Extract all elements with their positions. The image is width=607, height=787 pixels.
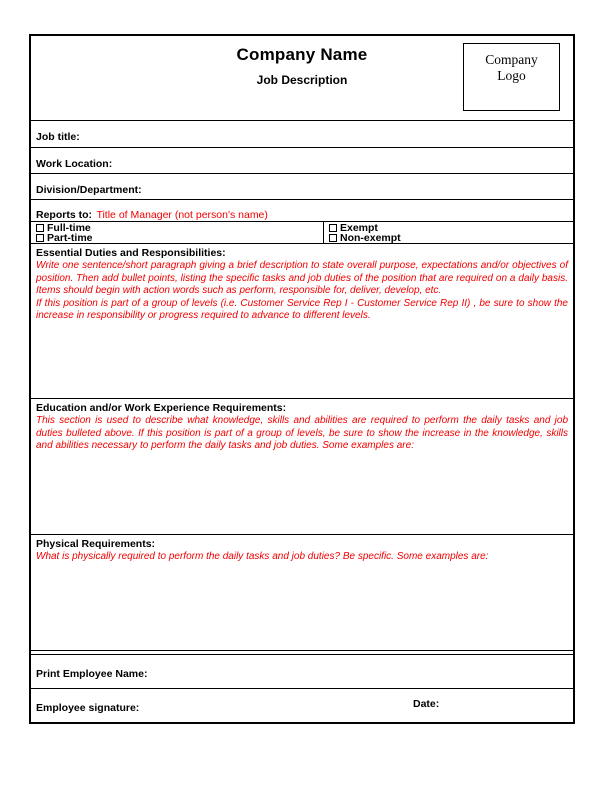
education-experience-instructions: This section is used to describe what knowledge, skills and abilities are required to perform the daily tasks and job duties bulleted above. If this position is part of a group of levels, be sure to show the increase in the knowledge, skills and abilities necessary to perform the daily tasks and job duties. Some examples are:	[36, 415, 568, 451]
essential-duties-heading: Essential Duties and Responsibilities:	[36, 247, 226, 259]
full-time-label: Full-time	[47, 222, 91, 234]
exemption-status-cell	[324, 222, 573, 243]
exempt-label: Exempt	[340, 222, 378, 234]
physical-requirements-instructions: What is physically required to perform the daily tasks and job duties? Be specific. Some examples are:	[36, 551, 489, 562]
checkbox-part-time[interactable]	[36, 233, 323, 243]
employee-signature-label: Employee signature:	[36, 702, 140, 714]
reports-to-label: Reports to:	[36, 209, 92, 221]
part-time-label: Part-time	[47, 232, 93, 243]
checkbox-square-icon[interactable]	[329, 234, 337, 242]
print-employee-name-label: Print Employee Name:	[36, 668, 148, 680]
date-label: Date:	[413, 698, 440, 710]
reports-to-hint: Title of Manager (not person's name)	[96, 209, 268, 221]
physical-requirements-heading: Physical Requirements:	[36, 538, 156, 550]
checkbox-square-icon[interactable]	[36, 234, 44, 242]
checkbox-non-exempt[interactable]	[329, 233, 573, 243]
section-physical-requirements[interactable]	[31, 534, 573, 650]
checkbox-square-icon[interactable]	[36, 224, 44, 232]
employment-status-cell	[31, 222, 324, 243]
section-essential-duties[interactable]	[31, 243, 573, 398]
job-description-form	[29, 34, 575, 724]
company-logo-placeholder	[463, 43, 560, 111]
checkbox-square-icon[interactable]	[329, 224, 337, 232]
job-title-field[interactable]	[31, 120, 573, 147]
work-location-label: Work Location:	[36, 158, 113, 170]
document-title: Job Description	[256, 73, 348, 87]
logo-text-line1: Company	[485, 52, 538, 67]
section-education-experience[interactable]	[31, 398, 573, 534]
education-experience-heading: Education and/or Work Experience Requirements:	[36, 402, 287, 414]
non-exempt-label: Non-exempt	[340, 232, 401, 243]
form-header	[31, 36, 573, 120]
work-location-field[interactable]	[31, 147, 573, 173]
print-employee-name-field[interactable]	[31, 654, 573, 688]
logo-text-line2: Logo	[497, 68, 526, 84]
division-department-label: Division/Department:	[36, 184, 142, 196]
reports-to-field[interactable]	[31, 199, 573, 221]
employment-type-row	[31, 221, 573, 243]
essential-duties-instructions-2: If this position is part of a group of levels (i.e. Customer Service Rep I - Customer Service Rep II) , be sure to show the increase in responsibility or progress required to advance to different levels.	[36, 297, 568, 321]
division-department-field[interactable]	[31, 173, 573, 199]
essential-duties-instructions-1: Write one sentence/short paragraph giving a brief description to state overall purpose, expectations and/or objectives of position. Then add bullet points, listing the specific tasks and job duties of the position that are required on a daily basis. Items should begin with action words such as perform, responsible for, deliver, develop, etc.	[36, 260, 568, 296]
job-title-label: Job title:	[36, 131, 80, 143]
company-name-title: Company Name	[236, 45, 368, 64]
signature-date-field[interactable]	[31, 688, 573, 722]
